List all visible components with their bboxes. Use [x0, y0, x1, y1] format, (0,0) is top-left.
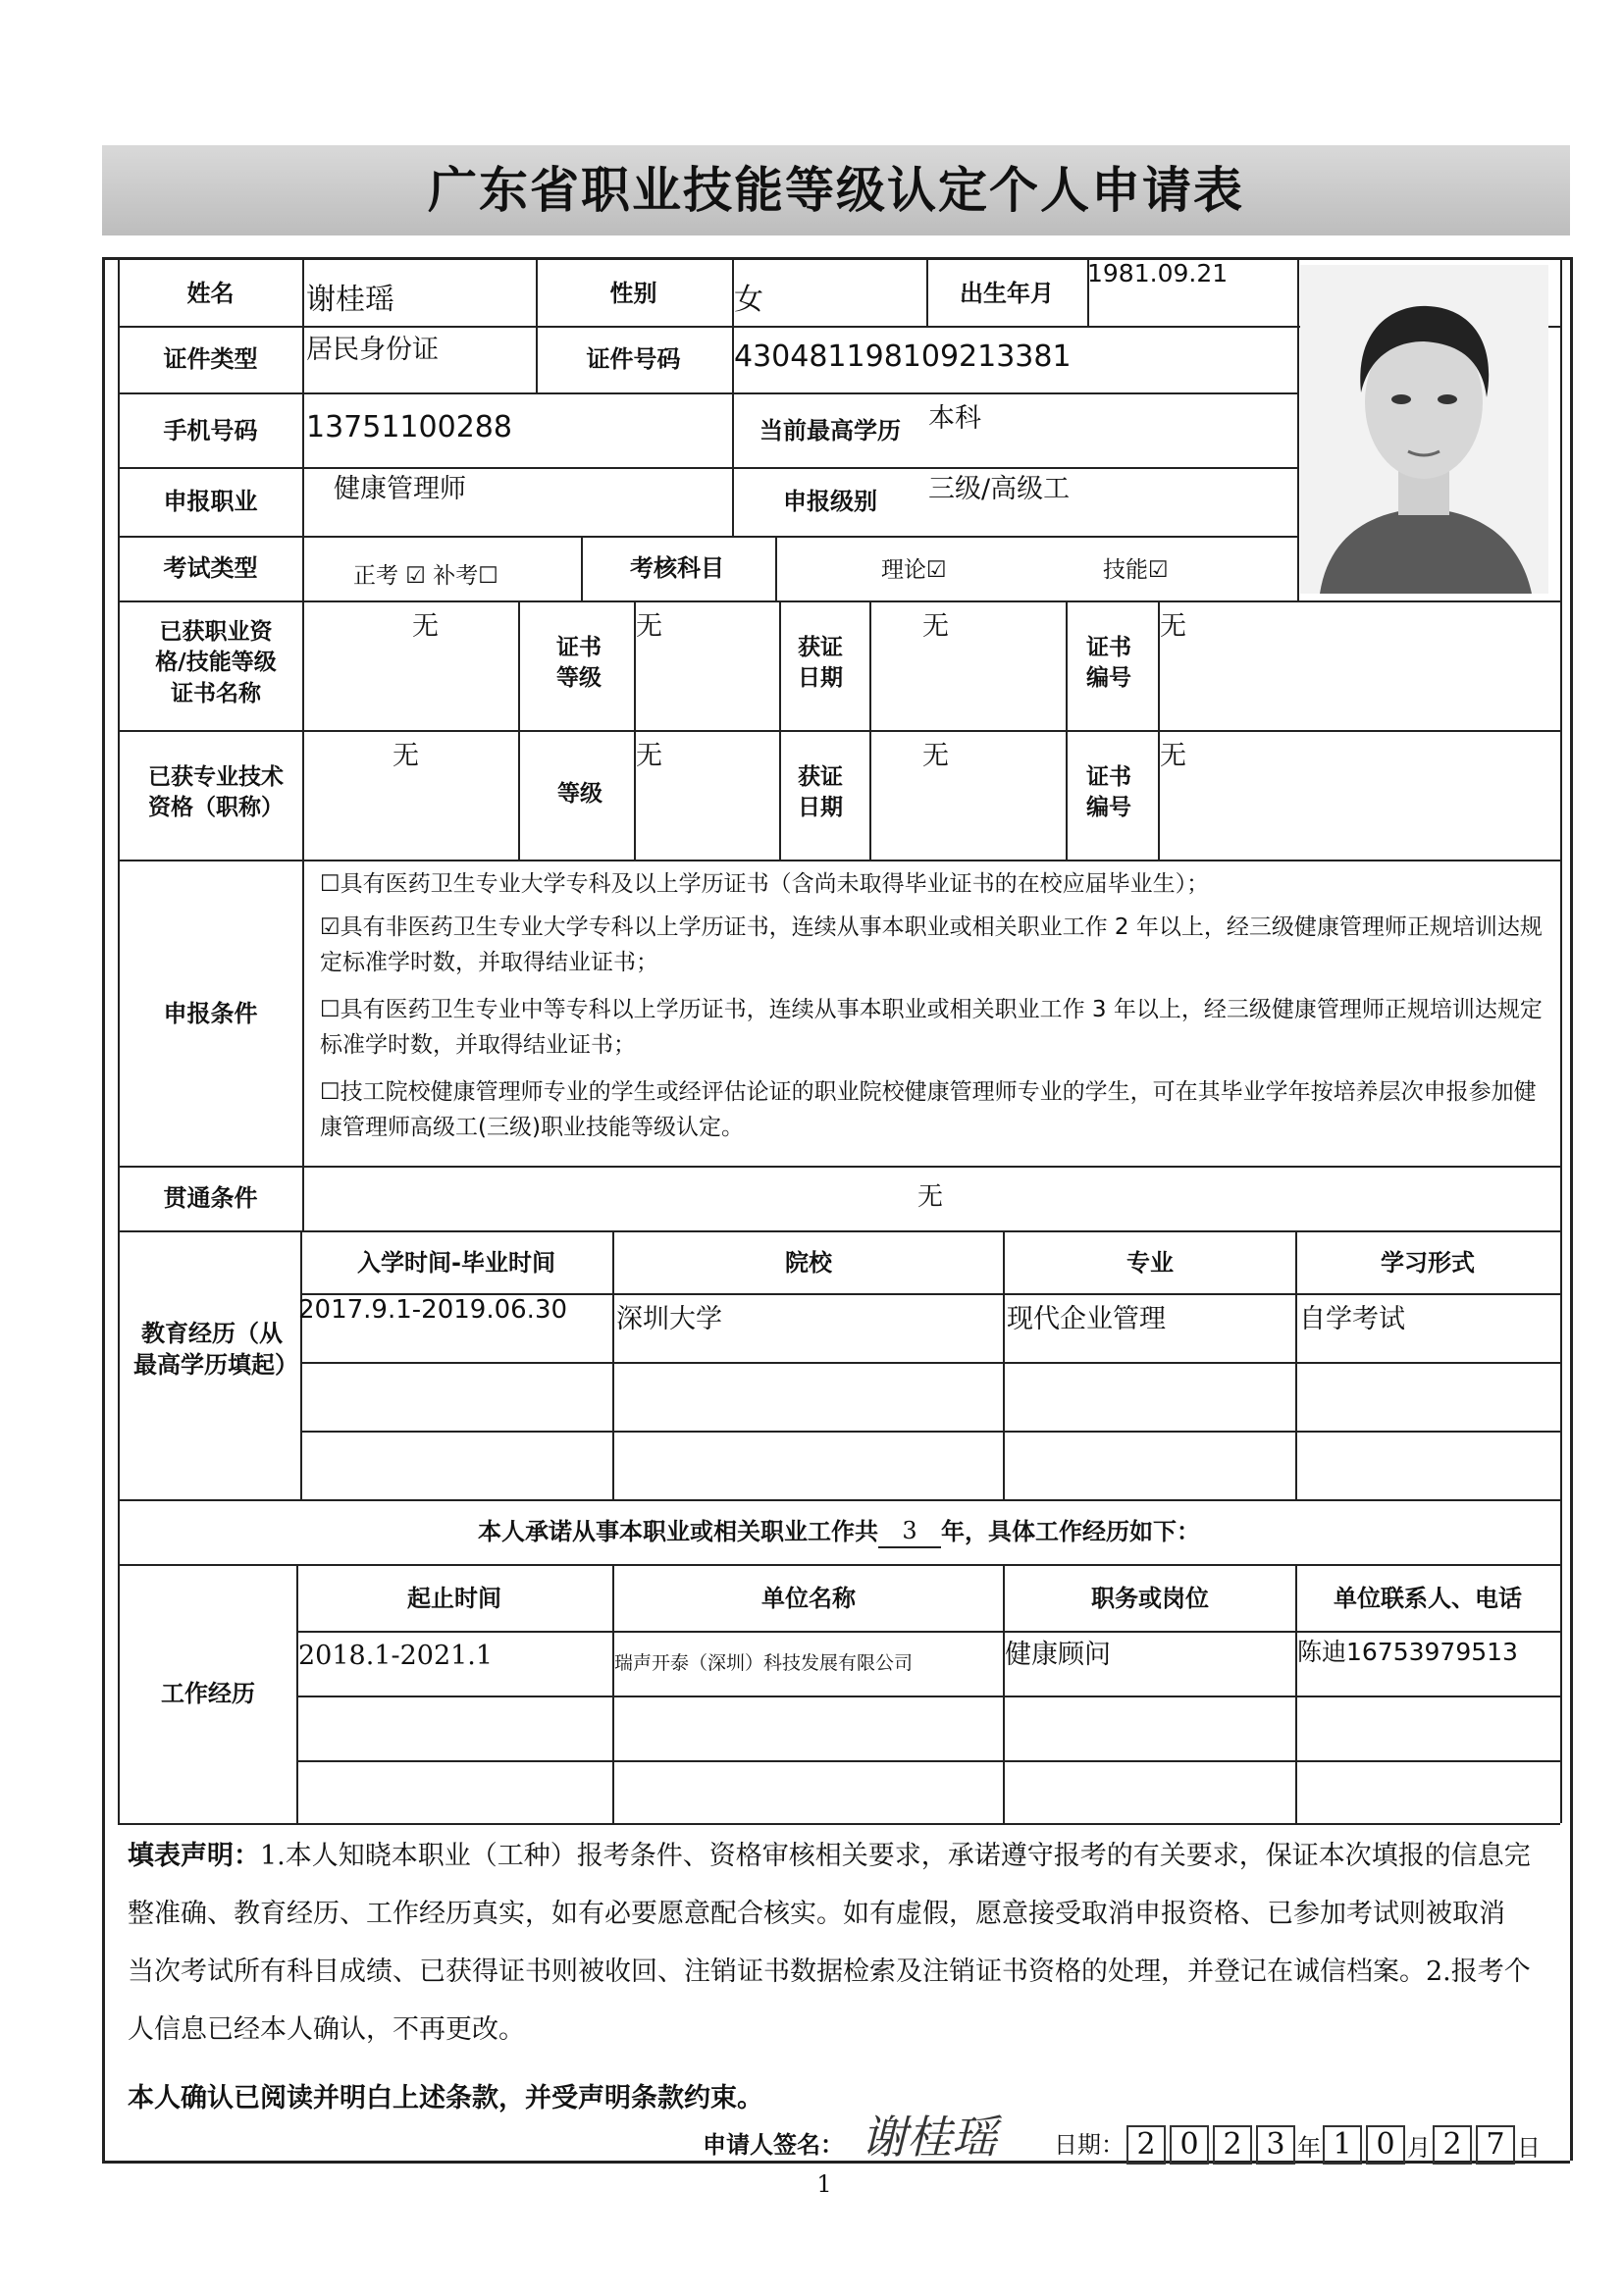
edu-label: 当前最高学历: [759, 416, 901, 444]
edu-row-major: 现代企业管理: [1007, 1304, 1166, 1334]
table-vline: [518, 600, 520, 860]
table-hline: [118, 600, 1560, 602]
declaration-confirm: 本人确认已阅读并明白上述条款，并受声明条款约束。: [128, 2083, 763, 2113]
edu-header-mode: 学习形式: [1381, 1248, 1475, 1277]
table-hline: [300, 1431, 1560, 1433]
work-commitment: [120, 1501, 1558, 1562]
portrait-image: [1300, 265, 1548, 594]
exam-type-value: 正考 ☑ 补考☐: [353, 563, 498, 589]
id-type-label: 证件类型: [163, 344, 258, 373]
edu-row-school: 深圳大学: [616, 1304, 722, 1334]
gender-value: 女: [734, 283, 763, 317]
exam-theory-value: 理论☑: [881, 557, 947, 583]
name-label: 姓名: [186, 279, 235, 307]
day-char: 日: [1517, 2133, 1541, 2162]
birth-label: 出生年月: [960, 279, 1054, 307]
cert1-name-value: 无: [412, 611, 439, 642]
cert1-grade-label: 证书等级: [556, 634, 602, 691]
table-vline: [1560, 257, 1562, 1823]
day-digit: 2: [1433, 2125, 1472, 2165]
date-digit: 0: [1170, 2125, 1209, 2165]
work-commit-suffix: 年，具体工作经历如下：: [941, 1517, 1200, 1545]
page-number: 1: [816, 2170, 832, 2198]
table-vline: [775, 536, 777, 600]
id-no-value: 430481198109213381: [734, 339, 1072, 374]
month-digit: 1: [1323, 2125, 1362, 2165]
cert2-no-label: 证书编号: [1086, 763, 1131, 820]
work-header-company: 单位名称: [761, 1584, 856, 1612]
sign-date: [1125, 2125, 1541, 2165]
work-header-position: 职务或岗位: [1091, 1584, 1209, 1612]
applicant-photo: [1300, 265, 1548, 594]
table-hline: [102, 257, 1570, 260]
edu-value: 本科: [928, 403, 981, 434]
level-label: 申报级别: [783, 487, 877, 515]
through-label: 贯通条件: [163, 1183, 258, 1212]
level-value: 三级/高级工: [928, 474, 1071, 504]
date-label: 日期：: [1054, 2131, 1125, 2159]
work-header-contact: 单位联系人、电话: [1334, 1584, 1522, 1612]
work-row-company: 瑞声开泰（深圳）科技发展有限公司: [614, 1652, 914, 1674]
table-vline: [1570, 257, 1573, 2161]
cert1-label: 已获职业资格/技能等级证书名称: [155, 619, 277, 706]
cert2-date-label: 获证日期: [798, 763, 843, 820]
work-row-period: 2018.1-2021.1: [298, 1641, 494, 1671]
exam-subject-label: 考核科目: [630, 553, 724, 582]
edu-row-mode: 自学考试: [1299, 1304, 1405, 1334]
condition-item-4: ☐技工院校健康管理师专业的学生或经评估论证的职业院校健康管理师专业的学生，可在其毕业学年按培养层次申报参加健康管理师高级工(三级)职业技能等级认定。: [320, 1079, 1537, 1140]
year-char: 年: [1297, 2133, 1321, 2162]
work-commit-prefix: 本人承诺从事本职业或相关职业工作共: [478, 1517, 878, 1545]
name-value: 谢桂瑶: [306, 283, 394, 317]
date-digit: 2: [1126, 2125, 1166, 2165]
declaration: [128, 1827, 1531, 2059]
table-vline: [1066, 600, 1068, 860]
through-value: 无: [916, 1182, 943, 1213]
job-value: 健康管理师: [334, 474, 466, 504]
table-vline: [1297, 257, 1299, 600]
id-no-label: 证件号码: [586, 344, 681, 373]
cert1-no-value: 无: [1160, 611, 1186, 642]
work-row-contact: 陈迪16753979513: [1297, 1638, 1518, 1666]
date-digit: 2: [1213, 2125, 1252, 2165]
table-vline: [779, 600, 781, 860]
page-title: 广东省职业技能等级认定个人申请表: [428, 161, 1244, 219]
cert2-date-value: 无: [922, 741, 949, 771]
table-vline: [302, 257, 304, 1230]
cert2-label: 已获专业技术资格（职称）: [148, 763, 284, 820]
exam-type-label: 考试类型: [163, 553, 258, 582]
condition-item-1: ☐具有医药卫生专业大学专科及以上学历证书（含尚未取得毕业证书的在校应届毕业生）；: [320, 871, 1210, 897]
applicant-signature: 谢桂瑶: [862, 2111, 997, 2164]
table-hline: [118, 1823, 1560, 1825]
exam-skill-value: 技能☑: [1103, 557, 1169, 583]
work-row-position: 健康顾问: [1005, 1640, 1111, 1670]
education-label: 教育经历（从最高学历填起）: [133, 1319, 298, 1379]
work-header-period: 起止时间: [407, 1584, 501, 1612]
table-vline: [869, 600, 871, 860]
edu-header-school: 院校: [785, 1248, 832, 1277]
date-digit: 3: [1256, 2125, 1295, 2165]
table-hline: [118, 392, 1297, 394]
phone-label: 手机号码: [163, 416, 258, 444]
id-type-value: 居民身份证: [306, 335, 439, 365]
condition-item-2: ☑具有非医药卫生专业大学专科以上学历证书，连续从事本职业或相关职业工作 2 年以上，经三级健康管理师正规培训达规定标准学时数，并取得结业证书；: [320, 914, 1543, 975]
cert1-date-label: 获证日期: [798, 634, 843, 691]
sign-label: 申请人签名：: [703, 2131, 844, 2159]
month-digit: 0: [1366, 2125, 1405, 2165]
cert1-no-label: 证书编号: [1086, 634, 1131, 691]
cert1-date-value: 无: [922, 611, 949, 642]
cert2-grade-label: 等级: [557, 781, 602, 808]
table-hline: [118, 730, 1560, 732]
cert2-grade-value: 无: [636, 741, 662, 771]
work-commit-years: 3: [878, 1515, 941, 1548]
table-hline: [296, 1760, 1560, 1762]
cert1-grade-value: 无: [636, 611, 662, 642]
conditions-label: 申报条件: [163, 999, 258, 1027]
cert2-name-value: 无: [393, 741, 419, 771]
table-hline: [296, 1696, 1560, 1697]
table-hline: [300, 1362, 1560, 1364]
table-vline: [102, 257, 105, 2161]
edu-header-major: 专业: [1126, 1248, 1174, 1277]
declaration-lead: 填表声明：: [128, 1841, 260, 1871]
table-hline: [118, 860, 1560, 861]
phone-value: 13751100288: [306, 410, 512, 444]
cert2-no-value: 无: [1160, 741, 1186, 771]
work-label: 工作经历: [161, 1679, 255, 1707]
birth-value: 1981.09.21: [1087, 259, 1229, 287]
month-char: 月: [1407, 2133, 1431, 2162]
edu-row-period: 2017.9.1-2019.06.30: [298, 1295, 568, 1325]
edu-header-period: 入学时间-毕业时间: [357, 1248, 555, 1277]
gender-label: 性别: [609, 279, 657, 307]
day-digit: 7: [1476, 2125, 1515, 2165]
condition-item-3: ☐具有医药卫生专业中等专科以上学历证书，连续从事本职业或相关职业工作 3 年以上，经三级健康管理师正规培训达规定标准学时数，并取得结业证书；: [320, 997, 1543, 1058]
declaration-text: 1.本人知晓本职业（工种）报考条件、资格审核相关要求，承诺遵守报考的有关要求，保证本次填报的信息完整准确、教育经历、工作经历真实，如有必要愿意配合核实。如有虚假，愿意接受取消申报资格、已参加考试则被取消当次考试所有科目成绩、已获得证书则被收回、注销证书数据检索及注销证书资格的处理，并登记在诚信档案。2.报考个人信息已经本人确认，不再更改。: [128, 1841, 1531, 2045]
job-label: 申报职业: [163, 487, 258, 515]
